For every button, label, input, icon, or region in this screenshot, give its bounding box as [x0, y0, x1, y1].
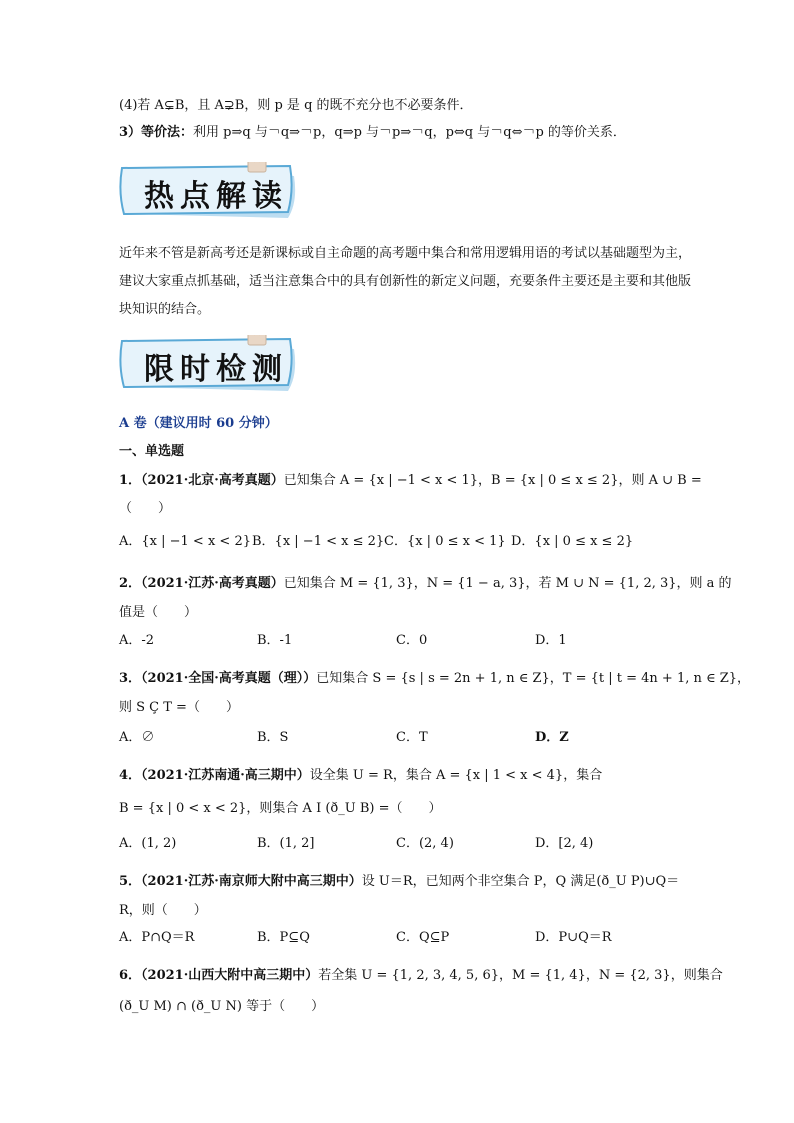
banner-hot-reading-title: 热点解读	[144, 179, 288, 214]
question-1-option-a[interactable]: A．{x | −1 < x < 2}	[119, 534, 251, 549]
question-4-option-d[interactable]: D．[2, 4)	[535, 836, 594, 851]
banner-timed-test	[118, 335, 303, 391]
question-1-stem	[119, 471, 702, 491]
question-number: 1．	[119, 473, 142, 488]
question-1-stem-2: （ ）	[119, 501, 172, 516]
intro-line-2	[119, 123, 626, 143]
question-text: 已知集合 A = {x | −1 < x < 1}，B = {x | 0 ≤ x ≤ 2}，则 A ∪ B =	[283, 473, 702, 488]
question-5-option-c[interactable]: C．Q⊆P	[396, 930, 450, 945]
section-subtitle: 一、单选题	[119, 444, 185, 459]
question-5-stem-2: R，则（ ）	[119, 903, 207, 918]
question-5-option-b[interactable]: B．P⊆Q	[257, 930, 310, 945]
intro-line-2-label: 3）等价法：	[119, 125, 194, 140]
question-text: 设全集 U = R，集合 A = {x | 1 < x < 4}，集合	[309, 768, 603, 783]
question-source: （2021·江苏·南京师大附中高三期中）	[141, 874, 362, 889]
question-2-option-a[interactable]: A．-2	[119, 633, 155, 648]
question-3-option-a[interactable]: A．∅	[119, 730, 155, 745]
question-2-stem	[119, 574, 732, 594]
question-source: （2021·全国·高考真题（理））	[141, 671, 317, 686]
question-2-option-d[interactable]: D．1	[535, 633, 567, 648]
question-2-stem-2: 值是（ ）	[119, 605, 198, 620]
question-number: 4．	[119, 768, 142, 783]
question-number: 5．	[119, 874, 142, 889]
question-3-option-b[interactable]: B．S	[257, 730, 289, 745]
question-3-option-d[interactable]: D．Z	[535, 730, 569, 745]
question-4-option-b[interactable]: B．(1, 2]	[257, 836, 315, 851]
intro-line-1: (4)若 A⊊B，且 A⊋B，则 p 是 q 的既不充分也不必要条件．	[119, 98, 473, 113]
hot-reading-paragraph: 近年来不管是新高考还是新课标或自主命题的高考题中集合和常用逻辑用语的考试以基础题型为主，建议大家重点抓基础，适当注意集合中的具有创新性的新定义问题，充要条件主要还是主要和其他版块知识的结合。	[119, 246, 692, 317]
question-1-option-d[interactable]: D．{x | 0 ≤ x ≤ 2}	[511, 534, 634, 549]
question-number: 6．	[119, 968, 142, 983]
question-5-option-a[interactable]: A．P∩Q＝R	[119, 930, 195, 945]
question-5-stem	[119, 872, 679, 892]
question-4-stem-2: B = {x | 0 < x < 2}，则集合 A I (ð_U B) =（ ）	[119, 801, 442, 816]
question-1-option-b[interactable]: B．{x | −1 < x ≤ 2}	[252, 534, 385, 549]
question-number: 2．	[119, 576, 142, 591]
question-source: （2021·江苏南通·高三期中）	[141, 768, 310, 783]
question-source: （2021·北京·高考真题）	[141, 473, 284, 488]
question-3-stem-2: 则 S Ç T =（ ）	[119, 700, 239, 715]
question-3-option-c[interactable]: C．T	[396, 730, 428, 745]
question-3-stem	[119, 669, 750, 689]
question-text: 已知集合 S = {s | s = 2n + 1, n ∈ Z}，T = {t | t = 4n + 1, n ∈ Z}，	[316, 671, 751, 686]
question-text: 已知集合 M = {1, 3}，N = {1 − a, 3}，若 M ∪ N = {1, 2, 3}，则 a 的	[283, 576, 732, 591]
question-5-option-d[interactable]: D．P∪Q＝R	[535, 930, 612, 945]
question-source: （2021·山西大附中高三期中）	[141, 968, 319, 983]
question-6-stem-2: (ð_U M) ∩ (ð_U N) 等于（ ）	[119, 999, 325, 1014]
question-4-option-a[interactable]: A．(1, 2)	[119, 836, 177, 851]
banner-hot-reading	[118, 162, 303, 218]
banner-timed-test-title: 限时检测	[144, 352, 288, 387]
question-source: （2021·江苏·高考真题）	[141, 576, 284, 591]
question-4-stem	[119, 766, 602, 786]
intro-line-2-text: 利用 p⇒q 与￢q⇒￢p，q⇒p 与￢p⇒￢q，p⇔q 与￢q⇔￢p 的等价关系．	[193, 125, 626, 140]
question-6-stem	[119, 966, 723, 986]
question-1-option-c[interactable]: C．{x | 0 ≤ x < 1}	[384, 534, 506, 549]
question-text: 设 U＝R，已知两个非空集合 P，Q 满足(ð_U P)∪Q＝	[361, 874, 680, 889]
question-number: 3．	[119, 671, 142, 686]
question-text: 若全集 U = {1, 2, 3, 4, 5, 6}，M = {1, 4}，N = {2, 3}，则集合	[318, 968, 723, 983]
question-2-option-c[interactable]: C．0	[396, 633, 428, 648]
question-4-option-c[interactable]: C．(2, 4)	[396, 836, 454, 851]
section-a-title: A 卷（建议用时 60 分钟）	[119, 416, 278, 431]
question-2-option-b[interactable]: B．-1	[257, 633, 293, 648]
